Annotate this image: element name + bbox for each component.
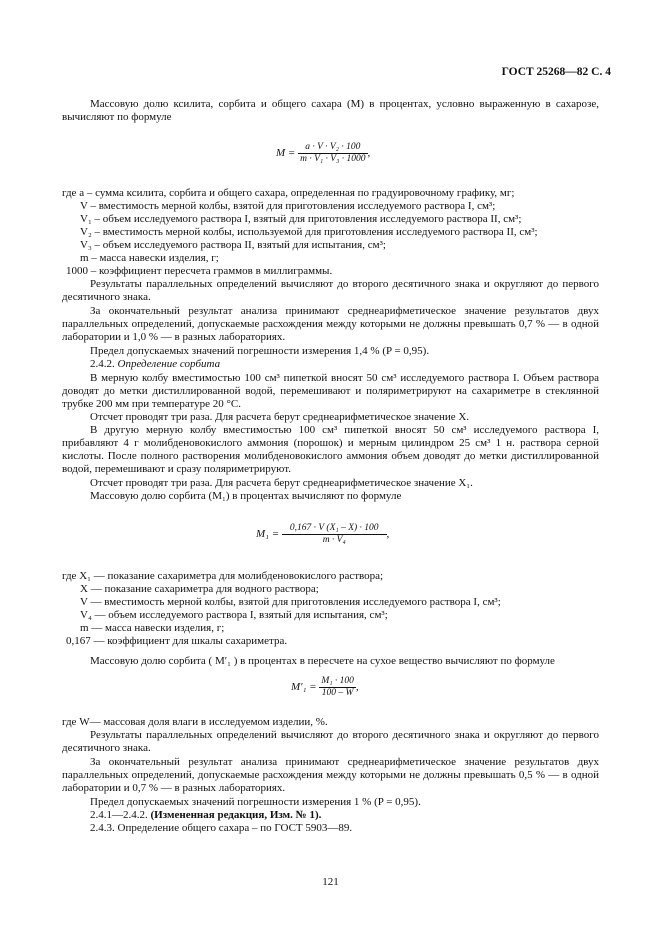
paragraph: Предел допускаемых значений погрешности измерения 1,4 % (P = 0,95). [90, 345, 430, 357]
definition-line: где X₁ — показание сахариметра для молибденовокислого раствора; [62, 570, 384, 582]
paragraph: Массовую долю сорбита ( M′₁ ) в процентах в пересчете на сухое вещество вычисляют по формуле [90, 655, 555, 667]
formula-tail: , [367, 147, 371, 160]
formula-numerator: 0,167 · V (X₁ – X) · 100 [282, 523, 387, 535]
definition-line: X — показание сахариметра для водного раствора; [80, 583, 319, 595]
page-number: 121 [322, 876, 339, 888]
formula-fraction [282, 523, 387, 546]
paragraph: В мерную колбу вместимостью 100 см³ пипеткой вносят 50 см³ исследуемого раствора I. Объем раствора доводят до метки дистиллированной водой, перемешивают и поляриметрируют на сахариметре в стеклянной трубке 200 мм при температуре 20 °С. [62, 372, 599, 410]
paragraph: Отсчет проводят три раза. Для расчета берут среднеарифметическое значение X. [90, 411, 470, 423]
definition-line: V₃ – объем исследуемого раствора II, взятый для испытания, см³; [80, 239, 386, 251]
paragraph: Результаты параллельных определений вычисляют до второго десятичного знака и округляют до первого десятичного знака. [62, 278, 599, 303]
formula-fraction [319, 676, 356, 699]
amendment-note [90, 809, 321, 822]
formula-lhs: M₁ = [256, 528, 280, 541]
formula-tail: , [386, 528, 390, 541]
formula-denominator: m · V₄ [322, 535, 346, 545]
definition-line: где a – сумма ксилита, сорбита и общего сахара, определенная по градуировочному графику, мг; [62, 187, 515, 199]
paragraph: Массовую долю сорбита (M₁) в процентах вычисляют по формуле [90, 490, 402, 502]
definition-line: V — вместимость мерной колбы, взятой для приготовления исследуемого раствора I, см³; [80, 596, 501, 608]
paragraph: Массовую долю ксилита, сорбита и общего сахара (M) в процентах, условно выраженную в сахарозе, вычисляют по формуле [62, 98, 599, 123]
page-header: ГОСТ 25268—82 С. 4 [501, 66, 611, 78]
formula-fraction [298, 142, 367, 165]
paragraph: За окончательный результат анализа принимают среднеарифметическое значение результатов двух параллельных определений, допускаемые расхождения между которыми не должны превышать 0,7 % — в одной лаборатории и 1,0 % — в разных лабораториях. [62, 305, 599, 343]
amendment-text: (Измененная редакция, Изм. № 1). [150, 809, 322, 821]
amendment-range: 2.4.1—2.4.2. [90, 809, 148, 821]
paragraph: В другую мерную колбу вместимостью 100 см³ пипеткой вносят 50 см³ исследуемого раствора I, прибавляют 4 г молибденовокислого аммония (порошок) и мерным цилиндром 25 см³ 1 н. раствора серной кислоты. После полного растворения молибденовокислого аммония объем доводят до метки дистиллированной водой, перемешивают и сразу поляриметрируют. [62, 424, 599, 475]
formula-denominator: m · V₁ · V₃ · 1000 [300, 154, 366, 164]
definition-line: V – вместимость мерной колбы, взятой для приготовления исследуемого раствора I, см³; [80, 200, 496, 212]
paragraph: 2.4.3. Определение общего сахара – по ГОСТ 5903—89. [90, 822, 353, 834]
formula-numerator: a · V · V₂ · 100 [298, 142, 367, 154]
formula-m1-dry [291, 676, 359, 699]
section-heading [90, 358, 220, 371]
paragraph: где W— массовая доля влаги в исследуемом изделии, %. [62, 716, 328, 728]
paragraph: Отсчет проводят три раза. Для расчета берут среднеарифметическое значение X₁. [90, 477, 473, 489]
definition-line: 1000 – коэффициент пересчета граммов в миллиграммы. [66, 265, 333, 277]
paragraph: За окончательный результат анализа принимают среднеарифметическое значение результатов двух параллельных определений, допускаемые расхождения между которыми не должны превышать 0,5 % — в одной лаборатории и 0,7 % — в разных лабораториях. [62, 756, 599, 794]
formula-denominator: 100 – W [321, 688, 354, 698]
formula-numerator: M₁ · 100 [321, 676, 354, 686]
formula-m [276, 142, 370, 165]
definition-line: V₄ — объем исследуемого раствора I, взятый для испытания, см³; [80, 609, 388, 621]
paragraph: Результаты параллельных определений вычисляют до второго десятичного знака и округляют до первого десятичного знака. [62, 729, 599, 754]
formula-tail: , [355, 681, 359, 694]
definition-line: 0,167 — коэффициент для шкалы сахариметра. [66, 635, 288, 647]
formula-lhs: M = [276, 147, 296, 160]
definition-line: m — масса навески изделия, г; [80, 622, 225, 634]
formula-lhs: M′₁ = [291, 681, 317, 694]
section-number: 2.4.2. [90, 358, 115, 370]
section-title: Определение сорбита [117, 358, 221, 370]
definition-line: V₁ – объем исследуемого раствора I, взятый для приготовления исследуемого раствора II, см³; [80, 213, 522, 225]
formula-m1 [256, 523, 389, 546]
paragraph: Предел допускаемых значений погрешности измерения 1 % (P = 0,95). [90, 796, 421, 808]
definition-line: V₂ – вместимость мерной колбы, используемой для приготовления исследуемого раствора II, см³; [80, 226, 538, 238]
definition-line: m – масса навески изделия, г; [80, 252, 219, 264]
